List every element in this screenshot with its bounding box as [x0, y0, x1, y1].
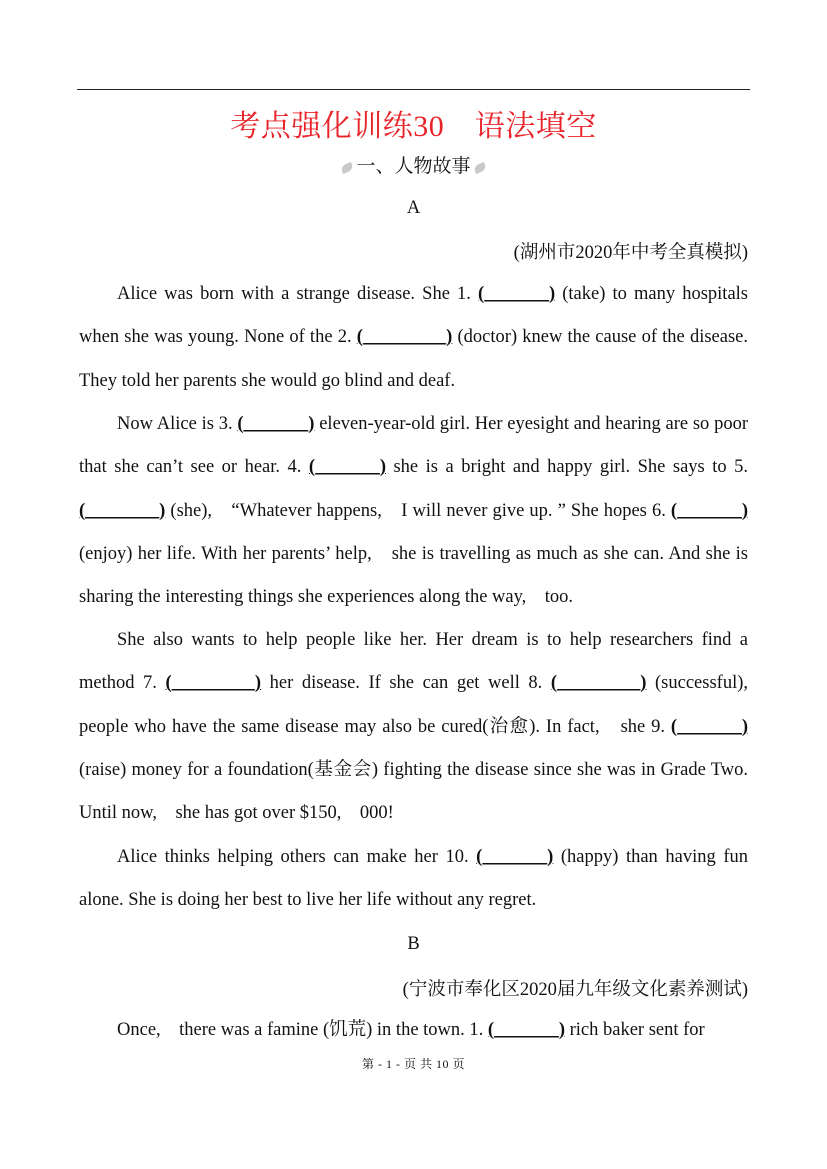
passage-a-label: A	[406, 198, 421, 218]
text-run: She also wants to help people like her. Her dream is to help researchers find a method 7.	[79, 630, 748, 694]
text-run: her disease. If she can get well 8.	[261, 673, 551, 694]
passage-a-paragraph-3	[79, 619, 748, 835]
text-run: (doctor) knew the cause of the disease. They told her parents she would go blind and deaf.	[79, 327, 748, 391]
text-run: (take) to many hospitals when she was young. None of the 2.	[79, 284, 748, 348]
blank-1[interactable]: (_______)	[478, 284, 556, 304]
text-run: Alice thinks helping others can make her 10.	[117, 847, 477, 867]
leaf-ornament-icon	[472, 161, 486, 173]
text-run: she is a bright and happy girl. She says to 5.	[385, 457, 749, 478]
page-footer: 第 - 1 - 页 共 10 页	[362, 1057, 465, 1071]
header-rule	[77, 89, 750, 90]
text-run: (she), “Whatever happens, I will never give up. ” She hopes 6.	[165, 500, 671, 521]
passage-a-paragraph-2	[79, 403, 748, 619]
section-heading-text: 一、人物故事	[356, 156, 471, 177]
text-run: Once, there was a famine (饥荒) in the town. 1.	[117, 1020, 488, 1040]
blank-3[interactable]: (_______)	[237, 414, 315, 434]
blank-b1[interactable]: (_______)	[487, 1020, 565, 1040]
passage-b-source: (宁波市奉化区2020届九年级文化素养测试)	[402, 980, 748, 1000]
passage-b-paragraph-1	[79, 1009, 748, 1052]
passage-a-source: (湖州市2020年中考全真模拟)	[513, 243, 748, 263]
leaf-ornament-icon	[340, 161, 354, 173]
blank-7[interactable]: (_________)	[165, 673, 262, 694]
blank-6[interactable]: (_______)	[670, 500, 748, 521]
blank-5[interactable]: (________)	[79, 500, 166, 521]
text-run: Now Alice is 3.	[117, 414, 238, 434]
section-heading	[0, 151, 827, 178]
text-run: Alice was born with a strange disease. She 1.	[117, 284, 479, 304]
text-run: eleven-year-old girl. Her eyesight and hearing are so poor that she can’t see or hear. 4.	[79, 414, 748, 478]
blank-4[interactable]: (_______)	[308, 457, 386, 478]
text-run: (enjoy) her life. With her parents’ help, she is travelling as much as she can. And she is sharing the interesting things she experiences along the way, too.	[79, 543, 748, 608]
blank-10[interactable]: (_______)	[476, 847, 554, 867]
text-run: (raise) money for a foundation(基金会) fighting the disease since she was in Grade Two. Until now, she has got over $150, 000!	[79, 759, 748, 824]
passage-b-label: B	[407, 934, 420, 954]
text-run: (happy) than having fun alone. She is doing her best to live her life without any regret.	[79, 847, 748, 911]
page-title: 考点强化训练30 语法填空	[230, 110, 597, 143]
passage-a-paragraph-4	[79, 836, 748, 923]
blank-8[interactable]: (_________)	[550, 673, 647, 694]
text-run: (successful), people who have the same disease may also be cured(治愈). In fact, she 9.	[79, 673, 749, 737]
passage-a-paragraph-1	[79, 273, 748, 403]
blank-9[interactable]: (_______)	[670, 716, 748, 737]
text-run: rich baker sent for	[565, 1020, 705, 1040]
blank-2[interactable]: (_________)	[356, 327, 453, 348]
